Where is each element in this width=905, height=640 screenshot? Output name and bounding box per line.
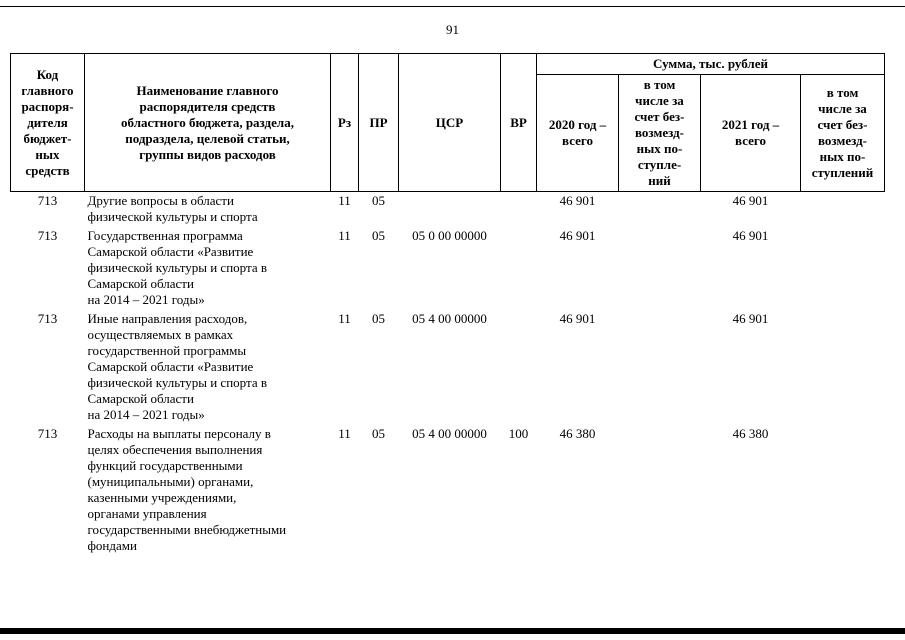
table-row [11, 425, 885, 556]
budget-table [10, 53, 885, 556]
header-rz: Рз [331, 54, 359, 192]
row-sum-2020: 46 380 [559, 426, 596, 441]
table-body [11, 192, 885, 557]
row-sum-2021: 46 901 [732, 193, 769, 208]
header-incl-2020: в том числе за счет без- возмезд- ных по- ступле- ний [619, 75, 701, 192]
row-name: Расходы на выплаты персоналу в целях обеспечения выполнения функций государственными (муниципальными) органами, казенными учреждениями, органами управления государственными внебюджетными фондами [87, 426, 287, 553]
header-pr: ПР [359, 54, 399, 192]
header-vr: ВР [501, 54, 537, 192]
page-number: 91 [446, 22, 459, 37]
row-pr: 05 [372, 193, 385, 208]
header-csr: ЦСР [399, 54, 501, 192]
row-pr: 05 [372, 228, 385, 243]
top-rule [0, 6, 905, 7]
row-sum-2021: 46 380 [732, 426, 769, 441]
row-sum-2020: 46 901 [559, 311, 596, 326]
row-incl-2020 [619, 192, 701, 228]
row-sum-2021: 46 901 [732, 228, 769, 243]
row-sum-2020: 46 901 [559, 193, 596, 208]
row-name: Иные направления расходов, осуществляемых в рамках государственной программы Самарской области «Развитие физической культуры и спорта в Самарской области на 2014 – 2021 годы» [87, 311, 267, 422]
row-name: Другие вопросы в области физической культуры и спорта [87, 193, 258, 224]
table-header [11, 54, 885, 192]
row-rz: 11 [338, 193, 351, 208]
row-pr: 05 [372, 311, 385, 326]
row-rz: 11 [338, 311, 351, 326]
header-code: Код главного распоря- дителя бюджет- ных средств [11, 54, 85, 192]
header-sum-2020: 2020 год – всего [537, 75, 619, 192]
row-incl-2021 [801, 425, 885, 556]
row-sum-2021: 46 901 [732, 311, 769, 326]
row-incl-2020 [619, 425, 701, 556]
table-row [11, 310, 885, 425]
row-rz: 11 [338, 426, 351, 441]
row-incl-2020 [619, 310, 701, 425]
row-pr: 05 [372, 426, 385, 441]
row-incl-2021 [801, 227, 885, 310]
row-incl-2021 [801, 310, 885, 425]
table-row [11, 227, 885, 310]
header-incl-2021: в том числе за счет без- возмезд- ных по- ступлений [801, 75, 885, 192]
row-vr [501, 227, 537, 310]
row-csr: 05 0 00 00000 [412, 228, 487, 243]
header-sum-2021: 2021 год – всего [701, 75, 801, 192]
row-incl-2021 [801, 192, 885, 228]
row-vr [501, 192, 537, 228]
row-csr: 05 4 00 00000 [412, 311, 487, 326]
header-sum-group: Сумма, тыс. рублей [537, 54, 885, 75]
row-csr: 05 4 00 00000 [412, 426, 487, 441]
row-incl-2020 [619, 227, 701, 310]
row-code: 713 [37, 311, 58, 326]
row-sum-2020: 46 901 [559, 228, 596, 243]
table-row [11, 192, 885, 228]
row-vr [501, 310, 537, 425]
row-code: 713 [37, 228, 58, 243]
row-rz: 11 [338, 228, 351, 243]
header-name: Наименование главного распорядителя средств областного бюджета, раздела, подраздела, целевой статьи, группы видов расходов [85, 54, 331, 192]
row-vr: 100 [508, 426, 529, 441]
row-code: 713 [37, 426, 58, 441]
bottom-bar [0, 628, 905, 634]
row-csr [399, 192, 501, 228]
row-name: Государственная программа Самарской области «Развитие физической культуры и спорта в Самарской области на 2014 – 2021 годы» [87, 228, 267, 307]
row-code: 713 [37, 193, 58, 208]
